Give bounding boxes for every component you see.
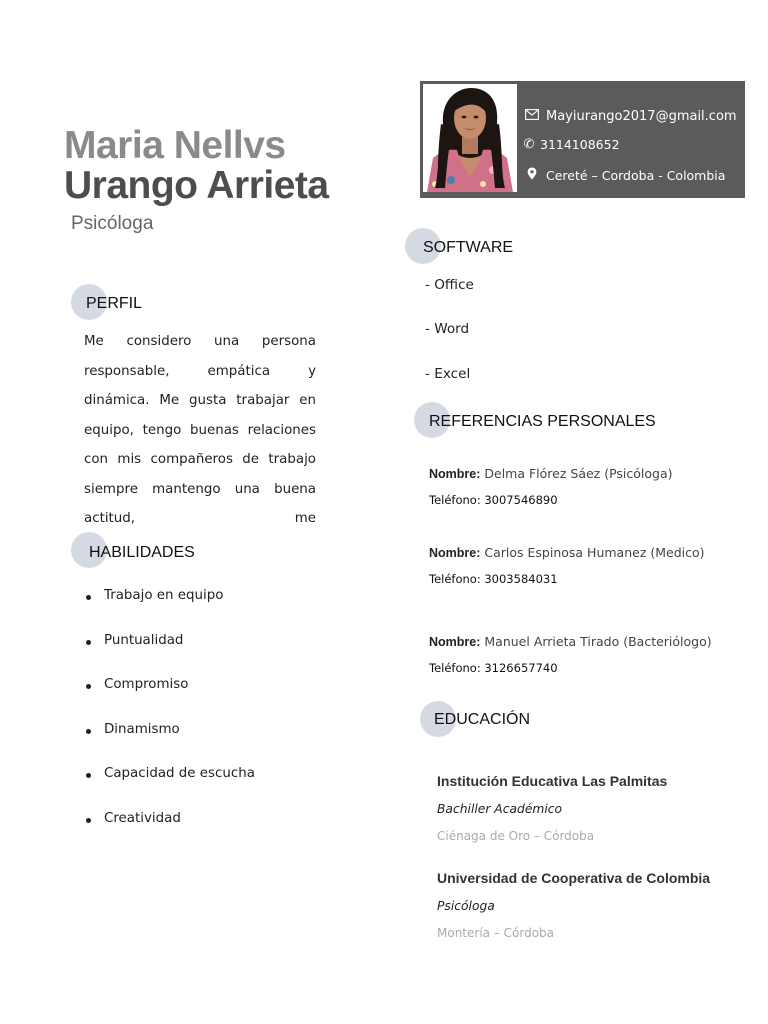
- education-place: Ciénaga de Oro – Córdoba: [437, 829, 595, 843]
- software-item: - Word: [425, 321, 470, 337]
- skill-item: Trabajo en equipo: [86, 588, 255, 633]
- skill-item: Capacidad de escucha: [86, 766, 255, 811]
- bullet-icon: [86, 595, 91, 600]
- skill-item: Puntualidad: [86, 633, 255, 678]
- contact-email: Mayiurango2017@gmail.com: [524, 109, 737, 124]
- bullet-icon: [86, 729, 91, 734]
- skill-item: Compromiso: [86, 677, 255, 722]
- reference-phone: Teléfono: 3003584031: [429, 572, 558, 586]
- education-place: Montería – Córdoba: [437, 926, 555, 940]
- education-degree: Psicóloga: [437, 899, 495, 913]
- phone-icon: ✆: [523, 137, 535, 152]
- skill-item: Creatividad: [86, 811, 255, 856]
- references-heading: REFERENCIAS PERSONALES: [429, 413, 656, 430]
- reference-phone: Teléfono: 3126657740: [429, 661, 558, 675]
- skills-heading: HABILIDADES: [89, 544, 195, 561]
- first-names: Maria Nellvs: [64, 124, 286, 167]
- education-degree: Bachiller Académico: [437, 802, 563, 816]
- location-pin-icon: [524, 167, 540, 184]
- envelope-icon: [524, 109, 540, 124]
- skills-list: [86, 588, 255, 856]
- skill-item: Dinamismo: [86, 722, 255, 767]
- software-item: - Office: [425, 277, 474, 293]
- reference-name: Nombre: Manuel Arrieta Tirado (Bacteriólogo): [429, 634, 712, 649]
- education-institution: Universidad de Cooperativa de Colombia: [437, 870, 711, 886]
- education-heading: EDUCACIÓN: [434, 711, 531, 728]
- profile-text: Me considero una persona responsable, empática y dinámica. Me gusta trabajar en equipo, tengo buenas relaciones con mis compañeros de trabajo siempre mantengo una buena actitud, me: [84, 334, 316, 526]
- bullet-icon: [86, 640, 91, 645]
- contact-location: Cereté – Cordoba - Colombia: [524, 167, 725, 184]
- profile-photo: [423, 84, 517, 192]
- software-heading: SOFTWARE: [423, 239, 514, 256]
- education-institution: Institución Educativa Las Palmitas: [437, 773, 668, 789]
- profession-title: Psicóloga: [71, 213, 154, 234]
- reference-name: Nombre: Carlos Espinosa Humanez (Medico): [429, 545, 705, 560]
- bullet-icon: [86, 818, 91, 823]
- profile-heading: PERFIL: [86, 295, 143, 312]
- bullet-icon: [86, 684, 91, 689]
- software-item: - Excel: [425, 366, 471, 382]
- reference-name: Nombre: Delma Flórez Sáez (Psicóloga): [429, 466, 673, 481]
- bullet-icon: [86, 773, 91, 778]
- reference-phone: Teléfono: 3007546890: [429, 493, 558, 507]
- last-names: Urango Arrieta: [64, 164, 329, 207]
- contact-phone: ✆ 3114108652: [523, 137, 620, 152]
